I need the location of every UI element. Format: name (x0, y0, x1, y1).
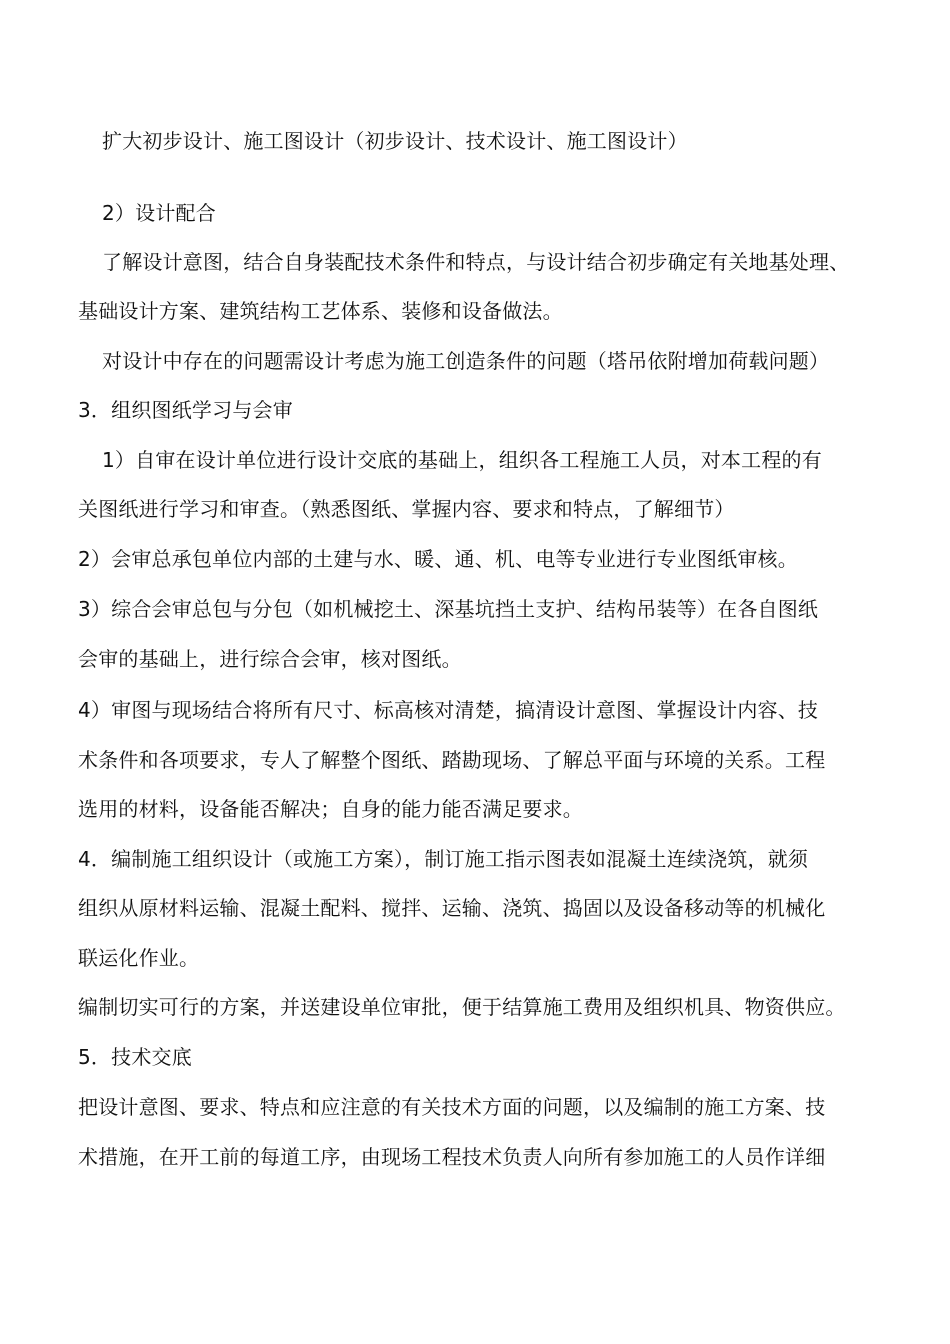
text-line: 会审的基础上，进行综合会审，核对图纸。 (78, 647, 462, 671)
text-line: 选用的材料，设备能否解决；自身的能力能否满足要求。 (78, 797, 583, 821)
text-line: 组织从原材料运输、混凝土配料、搅拌、运输、浇筑、捣固以及设备移动等的机械化 (78, 896, 826, 920)
text-line: 编制切实可行的方案，并送建设单位审批，便于结算施工费用及组织机具、物资供应。 (78, 995, 846, 1019)
text-line: 扩大初步设计、施工图设计（初步设计、技术设计、施工图设计） (102, 129, 688, 153)
section-heading: 3．组织图纸学习与会审 (78, 398, 293, 422)
section-heading: 4．编制施工组织设计（或施工方案），制订施工指示图表如混凝土连续浇筑，就须 (78, 847, 809, 871)
section-heading: 5．技术交底 (78, 1045, 192, 1069)
text-line: 关图纸进行学习和审查。（熟悉图纸、掌握内容、要求和特点，了解细节） (78, 497, 735, 521)
text-line: 4）审图与现场结合将所有尺寸、标高核对清楚，搞清设计意图、掌握设计内容、技 (78, 698, 819, 722)
text-line: 对设计中存在的问题需设计考虑为施工创造条件的问题（塔吊依附增加荷载问题） (102, 349, 830, 373)
text-line: 术条件和各项要求，专人了解整个图纸、踏勘现场、了解总平面与环境的关系。工程 (78, 748, 826, 772)
text-line: 术措施，在开工前的每道工序，由现场工程技术负责人向所有参加施工的人员作详细 (78, 1145, 826, 1169)
text-line: 把设计意图、要求、特点和应注意的有关技术方面的问题，以及编制的施工方案、技 (78, 1095, 826, 1119)
text-line: 3）综合会审总包与分包（如机械挖土、深基坑挡土支护、结构吊装等）在各自图纸 (78, 597, 819, 621)
section-heading: 2）设计配合 (102, 201, 216, 225)
text-line: 1）自审在设计单位进行设计交底的基础上，组织各工程施工人员，对本工程的有 (102, 448, 822, 472)
text-line: 2）会审总承包单位内部的土建与水、暖、通、机、电等专业进行专业图纸审核。 (78, 547, 798, 571)
text-line: 联运化作业。 (78, 946, 200, 970)
text-line: 了解设计意图，结合自身装配技术条件和特点，与设计结合初步确定有关地基处理、 (102, 250, 850, 274)
text-line: 基础设计方案、建筑结构工艺体系、装修和设备做法。 (78, 299, 563, 323)
